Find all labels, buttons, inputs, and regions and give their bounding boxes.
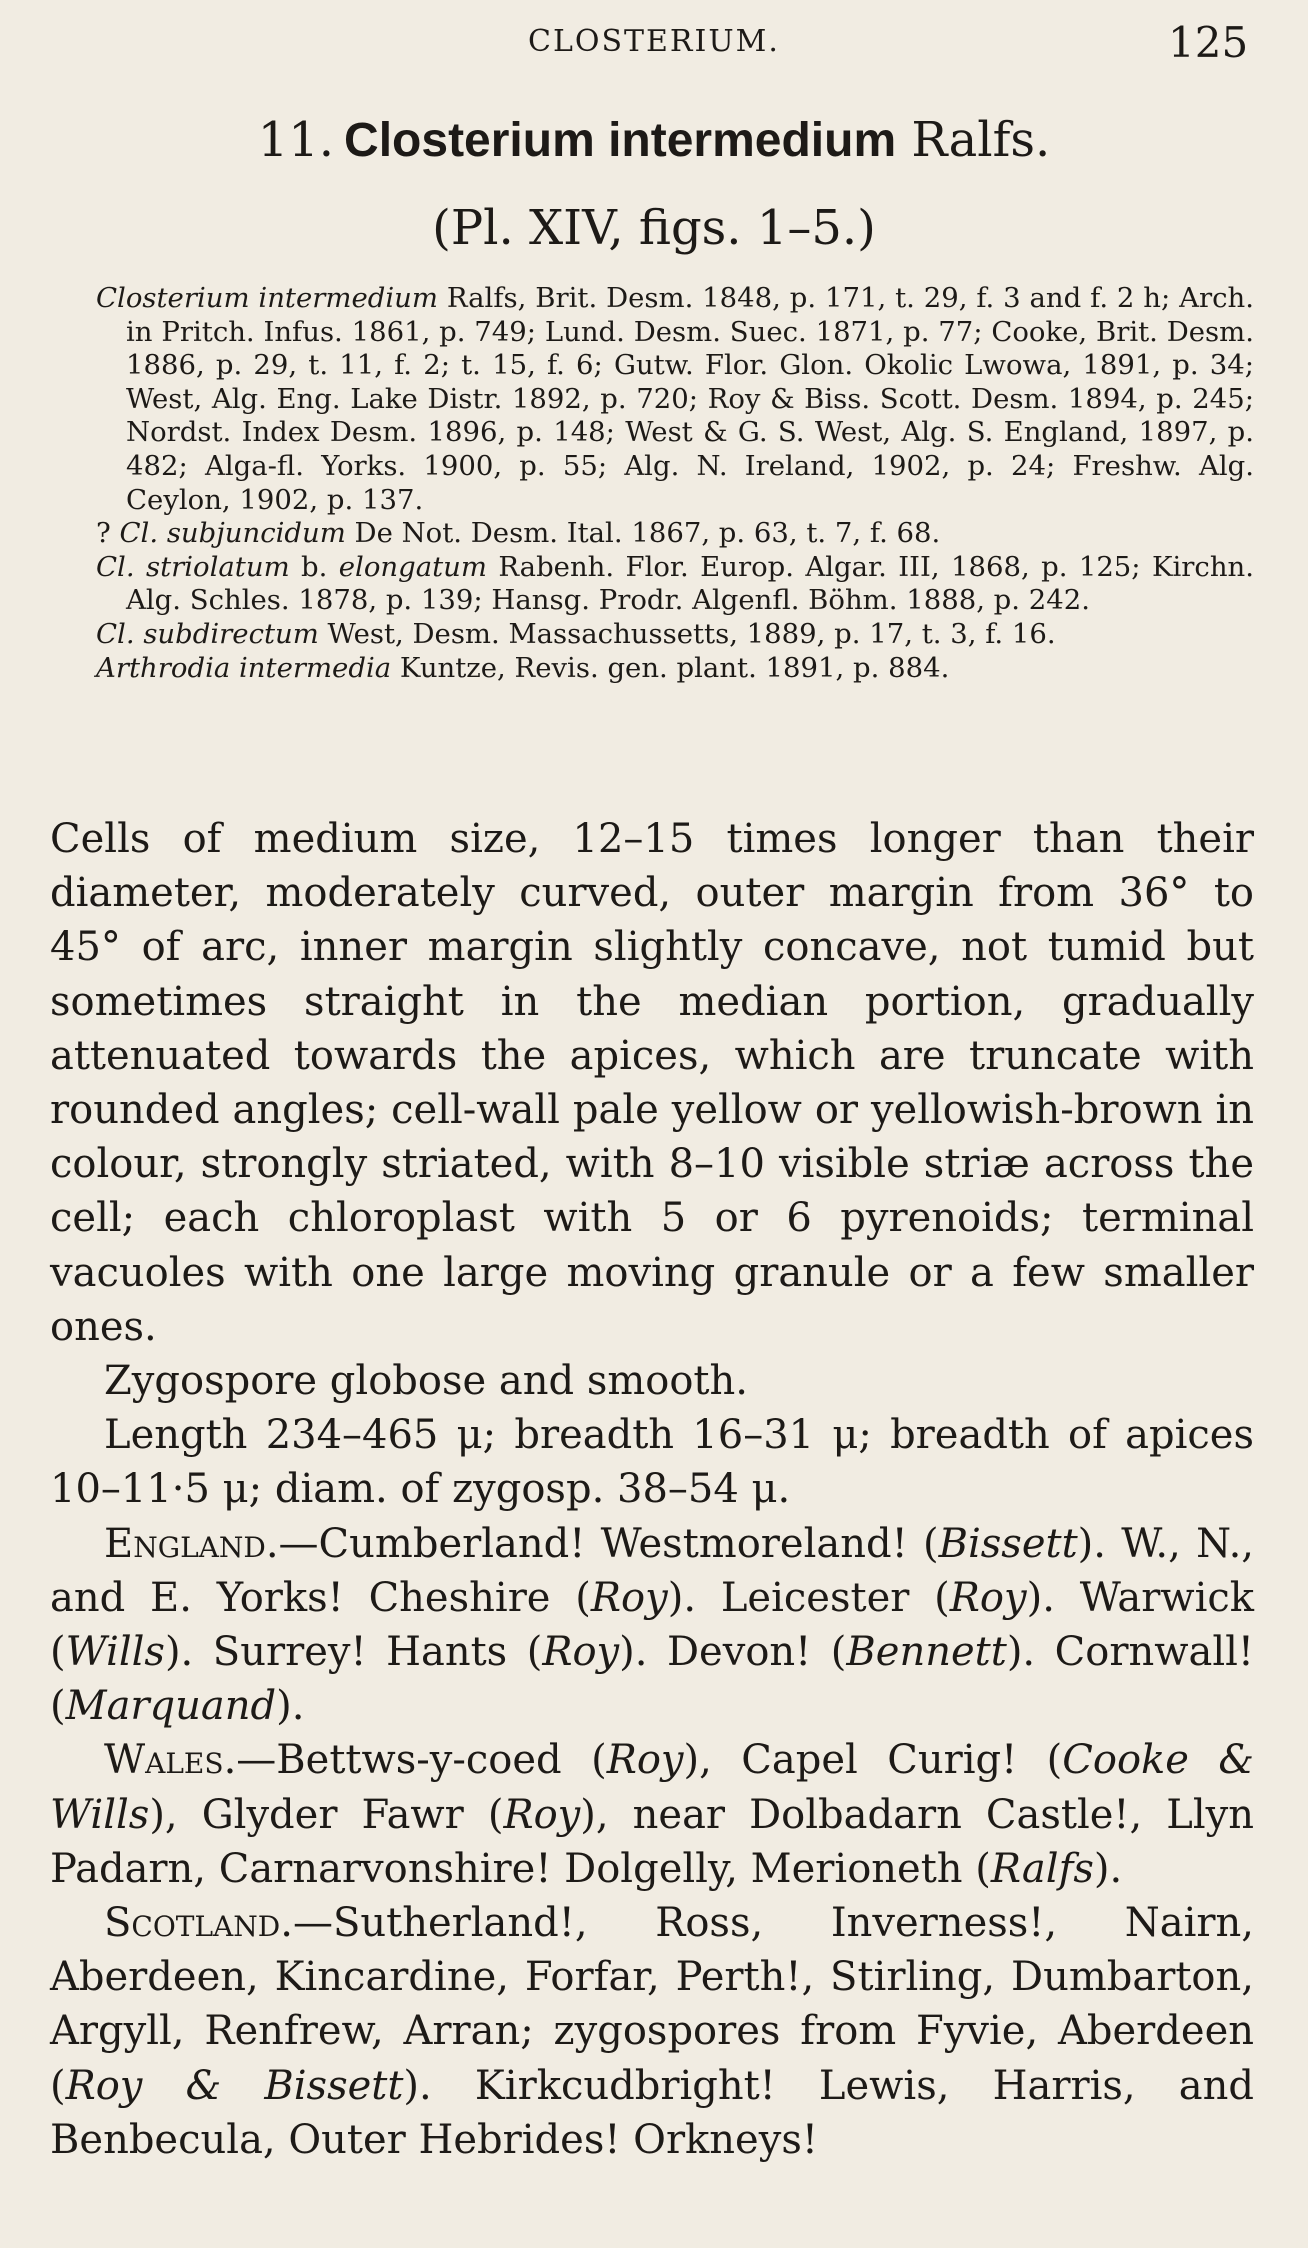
species-authority: Ralfs.	[911, 112, 1051, 168]
synonym-name: Cl. subdirectum	[96, 617, 319, 650]
synonym-name: Arthrodia intermedia	[96, 651, 392, 684]
synonym-name: Cl. striolatum	[96, 550, 290, 583]
locality-segment: ), Glyder Fawr (	[149, 1791, 504, 1838]
species-description	[50, 812, 1254, 2167]
synonymy-citation: West, Desm. Massachussetts, 1889, p. 17, t. 3, f. 16.	[318, 617, 1056, 650]
collector-name: Bissett	[938, 1520, 1078, 1567]
locality-segment: ). Cornwall! (	[50, 1629, 1254, 1730]
synonymy-rank: b.	[289, 550, 339, 583]
synonymy-entry	[96, 652, 1254, 686]
collector-name: Roy	[949, 1574, 1027, 1621]
synonymy-prefix: ?	[96, 517, 120, 550]
collector-name: Wills	[65, 1629, 165, 1676]
running-head-title: CLOSTERIUM.	[528, 24, 780, 59]
species-number: 11.	[257, 112, 335, 168]
locality-text	[50, 1737, 1254, 1891]
collector-name: Bennett	[846, 1629, 1007, 1676]
synonymy-entry	[96, 551, 1254, 618]
locality-segment: ). Kirkcudbright! Lewis, Harris, and Benbecula, Outer Hebrides! Orkneys!	[50, 2062, 1254, 2163]
synonym-name: Closterium intermedium	[96, 282, 438, 314]
synonymy-citation: Ralfs, Brit. Desm. 1848, p. 171, t. 29, f. 3 and f. 2 h; Arch. in Pritch. Infus. 1861, p. 749; Lund. Desm. Suec. 1871, p. 77; Cooke, Brit. Desm. 1886, p. 29, t. 11, f. 2; t. 15, f. 6; Gutw. Flor. Glon. Okolic Lwowa, 1891, p. 34; West, Alg. Eng. Lake Distr. 1892, p. 720; Roy & Biss. Scott. Desm. 1894, p. 245; Nordst. Index Desm. 1896, p. 148; West & G. S. West, Alg. S. England, 1897, p. 482; Alga-fl. Yorks. 1900, p. 55; Alg. N. Ireland, 1902, p. 24; Freshw. Alg. Ceylon, 1902, p. 137.	[126, 282, 1254, 516]
collector-name: Roy	[503, 1791, 581, 1838]
locality-segment: .—Bettws-y-coed (	[223, 1737, 607, 1784]
plate-reference: (Pl. XIV, figs. 1–5.)	[432, 200, 876, 256]
locality-segment: ). Surrey! Hants (	[164, 1629, 543, 1676]
locality-segment: ). Devon! (	[619, 1629, 847, 1676]
region-label: England	[104, 1520, 266, 1567]
region-label: Wales	[104, 1737, 224, 1784]
collector-name: Roy & Bissett	[65, 2062, 404, 2109]
synonymy-citation: Rabenh. Flor. Europ. Algar. III, 1868, p. 125; Kirchn. Alg. Schles. 1878, p. 139; Hansg. Prodr. Algenfl. Böhm. 1888, p. 242.	[126, 550, 1255, 617]
collector-name: Marquand	[65, 1683, 277, 1730]
collector-name: Cooke & Wills	[50, 1737, 1254, 1838]
zygospore-description: Zygospore globose and smooth.	[104, 1358, 748, 1405]
synonymy-entry	[96, 517, 1254, 551]
synonymy-citation: De Not. Desm. Ital. 1867, p. 63, t. 7, f. 68.	[345, 517, 941, 550]
collector-name: Ralfs	[990, 1845, 1094, 1892]
synonymy-entry	[96, 618, 1254, 652]
locality-segment: ).	[276, 1683, 305, 1730]
cell-description: Cells of medium size, 12–15 times longer than their diameter, moderately curved, outer margin from 36° to 45° of arc, inner margin slightly concave, not tumid but sometimes straight in the median portion, gradually attenuated towards the apices, which are truncate with rounded angles; cell-wall pale yellow or yellowish-brown in colour, strongly striated, with 8–10 visible striæ across the cell; each chloroplast with 5 or 6 pyrenoids; terminal vacuoles with one large moving granule or a few smaller ones.	[50, 816, 1254, 1350]
locality-segment: ).	[1093, 1845, 1123, 1892]
measurements: Length 234–465 μ; breadth 16–31 μ; breadth of apices 10–11·5 μ; diam. of zygosp. 38–54 μ.	[50, 1412, 1254, 1513]
locality-segment: .—Sutherland!, Ross, Inverness!, Nairn, Aberdeen, Kincardine, Forfar, Perth!, Stirling, Dumbarton, Argyll, Renfrew, Arran; zygospores from Fyvie, Aberdeen (	[50, 1900, 1254, 2109]
synonymy-list	[96, 282, 1254, 685]
locality-segment: ), Capel Curig! (	[683, 1737, 1063, 1784]
distribution-wales	[50, 1733, 1254, 1896]
synonym-name: Cl. subjuncidum	[119, 517, 346, 550]
distribution-england	[50, 1517, 1254, 1734]
running-head	[0, 18, 1308, 78]
region-label: Scotland	[104, 1900, 281, 1947]
collector-name: Roy	[606, 1737, 684, 1784]
species-heading	[0, 108, 1308, 173]
species-name: Closterium intermedium	[344, 114, 897, 167]
locality-segment: ). Warwick (	[50, 1574, 1255, 1676]
collector-name: Roy	[542, 1629, 620, 1676]
synonymy-entry	[96, 282, 1254, 517]
synonym-variety-name: elongatum	[338, 550, 487, 583]
page-number: 125	[1168, 18, 1249, 67]
collector-name: Roy	[590, 1574, 668, 1621]
distribution-scotland	[50, 1896, 1254, 2167]
locality-segment: ), near Dolbadarn Castle!, Llyn Padarn, Carnarvonshire! Dolgelly, Merioneth (	[50, 1791, 1255, 1892]
synonymy-citation: Kuntze, Revis. gen. plant. 1891, p. 884.	[391, 651, 950, 684]
locality-segment: ). W., N., and E. Yorks! Cheshire (	[50, 1520, 1254, 1621]
locality-segment: ). Leicester (	[667, 1574, 950, 1621]
locality-segment: .—Cumberland! Westmoreland! (	[265, 1520, 939, 1567]
